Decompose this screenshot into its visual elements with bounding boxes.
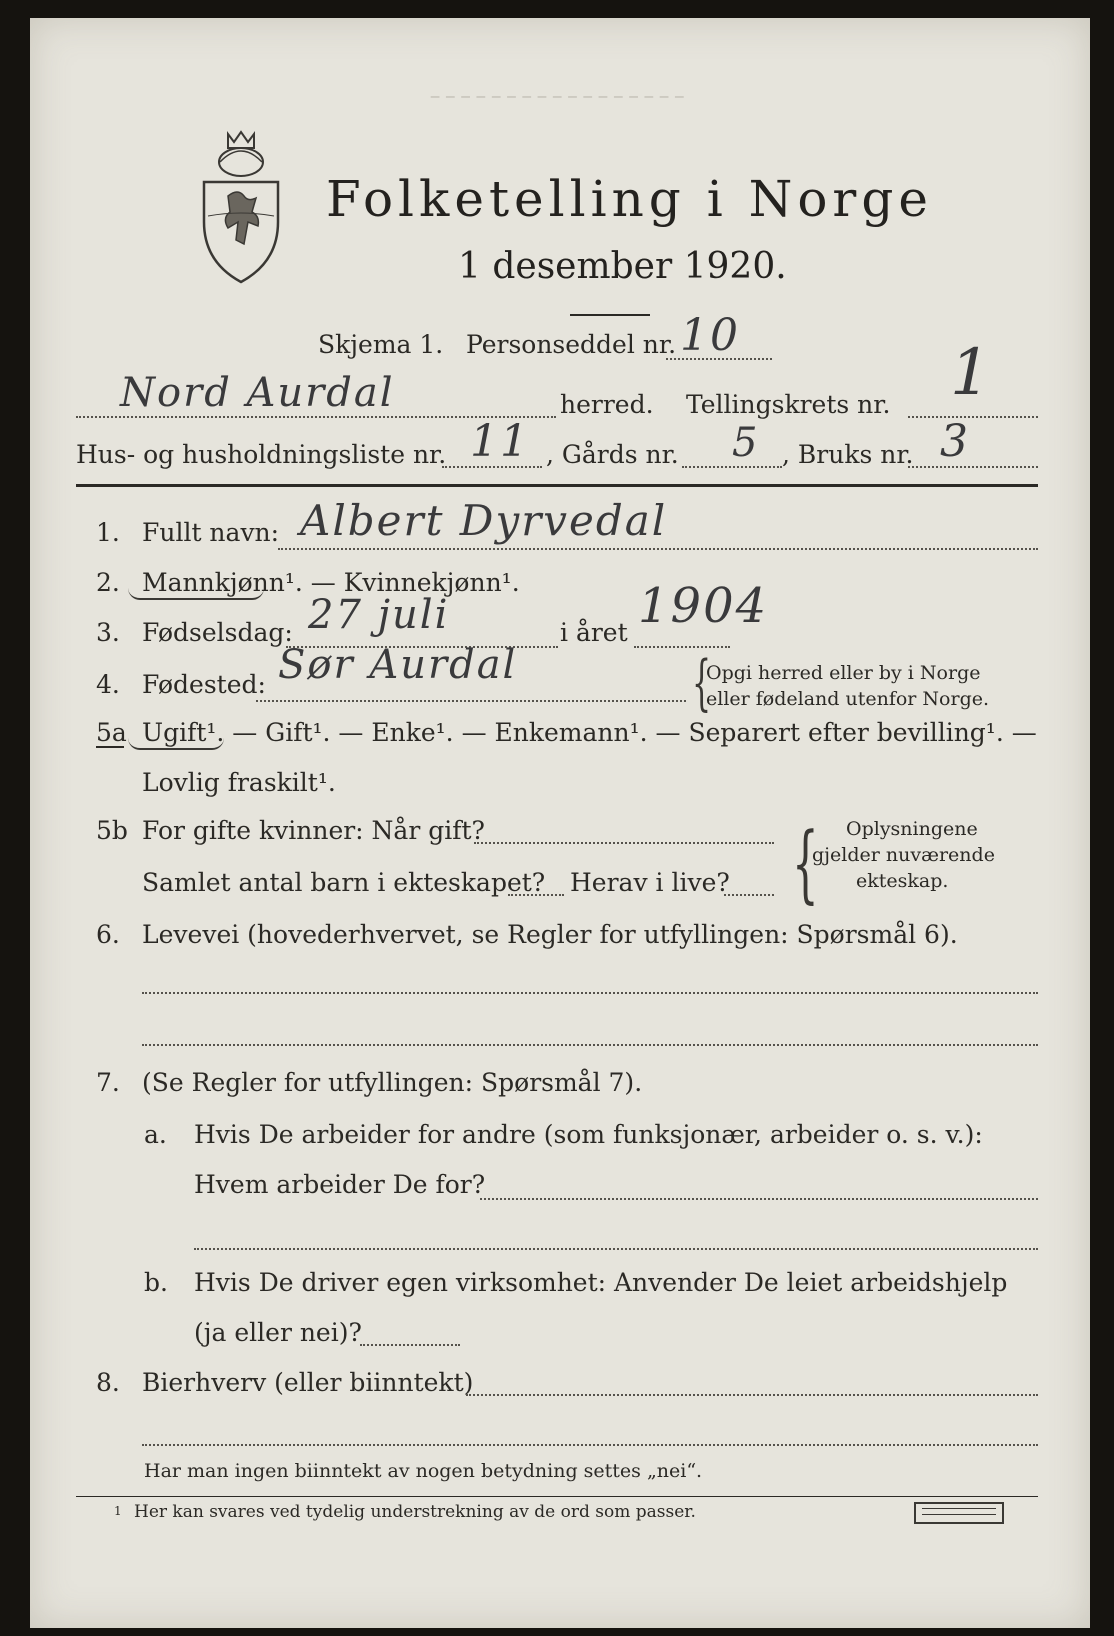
birthdate-field[interactable]: 27 juli <box>308 592 450 638</box>
gender-underline-mark <box>128 588 264 600</box>
marital-underline-mark <box>128 738 224 750</box>
header-divider <box>76 484 1038 487</box>
footer-divider <box>76 1496 1038 1497</box>
occupation-field-2[interactable] <box>142 1044 1038 1046</box>
q1-label: Fullt navn: <box>142 518 280 547</box>
q4-note-2: eller fødeland utenfor Norge. <box>706 688 990 710</box>
tellingskrets-line <box>908 416 1038 418</box>
q5a-number: 5a <box>96 718 127 747</box>
q7-number: 7. <box>96 1068 120 1097</box>
q1-line <box>278 548 1038 550</box>
herred-field[interactable]: Nord Aurdal <box>120 370 395 416</box>
tellingskrets-label: Tellingskrets nr. <box>686 390 891 419</box>
q6-number: 6. <box>96 920 120 949</box>
q5b-number: 5b <box>96 816 128 845</box>
q7-label: (Se Regler for utfyllingen: Spørsmål 7). <box>142 1068 643 1097</box>
personseddel-field[interactable]: 10 <box>680 310 740 361</box>
q3-label: Fødselsdag: <box>142 618 293 647</box>
bruks-label: , Bruks nr. <box>782 440 914 469</box>
q5b-line1-label: For gifte kvinner: Når gift? <box>142 816 485 845</box>
q7a-line2: Hvem arbeider De for? <box>194 1170 486 1199</box>
children-total-field[interactable] <box>508 894 564 896</box>
norway-coat-of-arms-icon <box>198 126 284 290</box>
q4-label: Fødested: <box>142 670 266 699</box>
q7b-line2: (ja eller nei)? <box>194 1318 362 1347</box>
year-label: i året <box>560 618 628 647</box>
footnote-text: Her kan svares ved tydelig understrekning av de ord som passer. <box>134 1502 696 1522</box>
gards-field[interactable]: 5 <box>732 420 760 466</box>
q5b-children-label: Samlet antal barn i ekteskapet? <box>142 868 546 897</box>
side-income-field[interactable] <box>466 1394 1038 1396</box>
q5a-underline <box>96 746 124 748</box>
bruks-line <box>908 466 1038 468</box>
q4-line <box>256 700 686 702</box>
schema-label: Skjema 1. <box>318 330 444 359</box>
children-alive-field[interactable] <box>724 894 774 896</box>
employer-field[interactable] <box>480 1198 1038 1200</box>
q3-number: 3. <box>96 618 120 647</box>
marital-status-options[interactable]: Ugift¹. — Gift¹. — Enke¹. — Enkemann¹. — Separert efter bevilling¹. — <box>142 718 1037 747</box>
q5b-note-2: gjelder nuværende <box>812 844 995 866</box>
herred-label: herred. <box>560 390 654 419</box>
q7a-number: a. <box>144 1120 167 1149</box>
occupation-field[interactable] <box>142 992 1038 994</box>
q2-number: 2. <box>96 568 120 597</box>
census-form <box>30 18 1090 1628</box>
q4-number: 4. <box>96 670 120 699</box>
q7a-line1: Hvis De arbeider for andre (som funksjonær, arbeider o. s. v.): <box>194 1120 983 1149</box>
gender-options[interactable]: Mannkjønn¹. — Kvinnekjønn¹. <box>142 568 520 597</box>
personseddel-label: Personseddel nr. <box>466 330 677 359</box>
birth-year-field[interactable]: 1904 <box>638 578 769 634</box>
printer-stamp-icon <box>914 1502 1004 1524</box>
q5b-note-1: Oplysningene <box>846 818 978 840</box>
q8-number: 8. <box>96 1368 120 1397</box>
q8-label: Bierhverv (eller biinntekt) <box>142 1368 474 1397</box>
gards-label: , Gårds nr. <box>546 440 679 469</box>
hired-help-field[interactable] <box>360 1344 460 1346</box>
q5b-alive-label: Herav i live? <box>570 868 730 897</box>
footer-note: Har man ingen biinntekt av nogen betydning settes „nei“. <box>144 1460 703 1482</box>
census-date: 1 desember 1920. <box>458 246 787 287</box>
q5b-brace: { <box>792 814 819 912</box>
tellingskrets-field[interactable]: 1 <box>950 336 993 410</box>
employer-field-2[interactable] <box>194 1248 1038 1250</box>
hus-label: Hus- og husholdningsliste nr. <box>76 440 447 469</box>
marital-status-options-2[interactable]: Lovlig fraskilt¹. <box>142 768 336 797</box>
q4-brace: { <box>692 648 712 718</box>
bruks-field[interactable]: 3 <box>940 416 970 467</box>
bleed-through: ‒ ‒ ‒ ‒ ‒ ‒ ‒ ‒ ‒ ‒ ‒ ‒ ‒ ‒ ‒ ‒ ‒ <box>430 86 685 105</box>
q1-number: 1. <box>96 518 120 547</box>
divider <box>570 314 650 316</box>
side-income-field-2[interactable] <box>142 1444 1038 1446</box>
q6-label: Levevei (hovederhvervet, se Regler for utfyllingen: Spørsmål 6). <box>142 920 958 949</box>
full-name-field[interactable]: Albert Dyrvedal <box>300 496 668 545</box>
q5b-note-3: ekteskap. <box>856 870 949 892</box>
married-when-field[interactable] <box>474 842 774 844</box>
birthplace-field[interactable]: Sør Aurdal <box>278 642 518 688</box>
q7b-line1: Hvis De driver egen virksomhet: Anvender De leiet arbeidshjelp <box>194 1268 1008 1297</box>
q4-note-1: Opgi herred eller by i Norge <box>706 662 981 684</box>
q7b-number: b. <box>144 1268 168 1297</box>
footnote-mark: 1 <box>114 1504 122 1518</box>
hus-field[interactable]: 11 <box>470 416 530 467</box>
form-title: Folketelling i Norge <box>326 170 933 228</box>
year-line <box>634 646 730 648</box>
gards-line <box>682 466 782 468</box>
